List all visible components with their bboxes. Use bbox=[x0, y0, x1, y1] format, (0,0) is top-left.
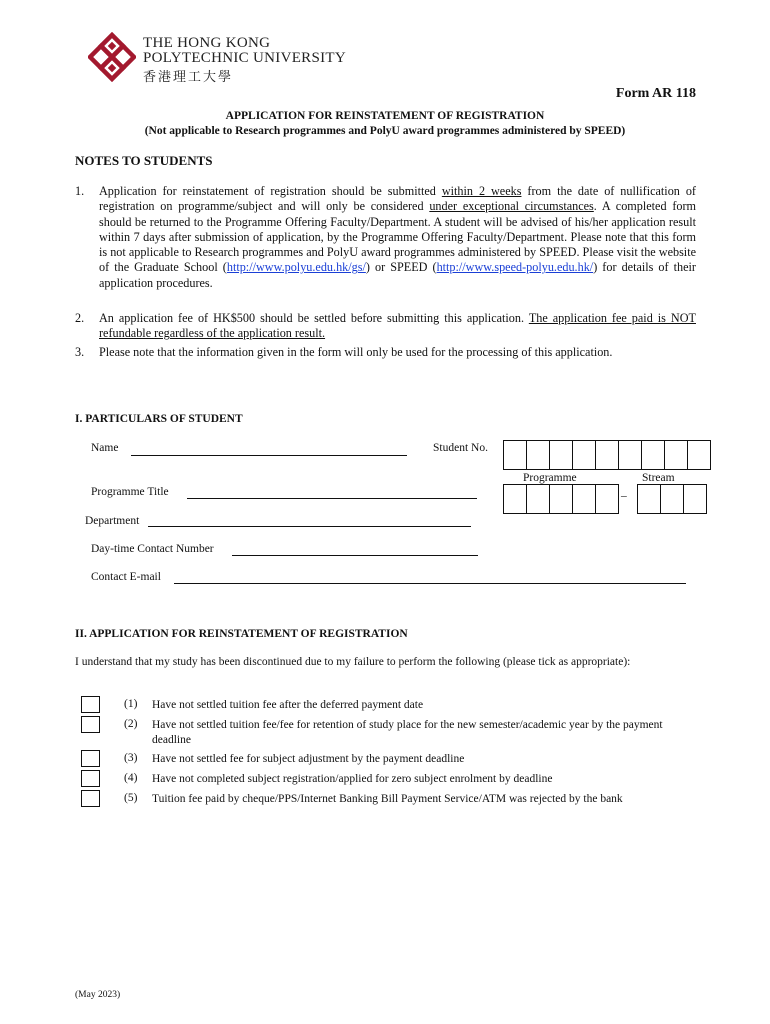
polyu-logo bbox=[88, 32, 136, 82]
programme-stream-dash: – bbox=[621, 490, 627, 502]
university-name-line2: POLYTECHNIC UNIVERSITY bbox=[143, 50, 347, 66]
option-3-checkbox[interactable] bbox=[81, 750, 100, 767]
speed-link[interactable]: http://www.speed-polyu.edu.hk/ bbox=[436, 260, 594, 275]
notes-heading: NOTES TO STUDENTS bbox=[75, 153, 213, 168]
programme-code-label: Programme bbox=[523, 472, 577, 484]
section-1-heading: I. PARTICULARS OF STUDENT bbox=[75, 413, 243, 425]
note-3: 3. Please note that the information given in the form will only be used for the processing of this application. bbox=[75, 345, 613, 359]
graduate-school-link[interactable]: http://www.polyu.edu.hk/gs/ bbox=[226, 260, 366, 275]
option-1-number: (1) bbox=[124, 698, 138, 710]
note-1: 1. Application for reinstatement of registration should be submitted within 2 weeks from the date of nullification of registration on programme/subject and will only be considered under exceptional circumstances. A completed form should be returned to the Programme Offering Faculty/Department. A student will be advised of his/her application result within 7 days after submission of application, by the Programme Offering Faculty/Department. Please note that this form is not applicable to Research programmes and PolyU award programmes administered by SPEED. Please visit the website of the Graduate School (http://www.polyu.edu.hk/gs/) or SPEED (http://www.speed-polyu.edu.hk/) for details of their application procedures. bbox=[75, 184, 697, 290]
student-no-label: Student No. bbox=[433, 442, 488, 454]
programme-title-label: Programme Title bbox=[91, 486, 169, 498]
department-label: Department bbox=[85, 515, 140, 527]
form-number: Form AR 118 bbox=[615, 86, 696, 101]
note-3-number: 3. bbox=[75, 345, 85, 359]
stream-label: Stream bbox=[642, 472, 675, 484]
option-3-text: Have not settled fee for subject adjustment by the payment deadline bbox=[152, 753, 465, 765]
stream-boxes[interactable] bbox=[637, 484, 707, 514]
programme-title-field[interactable] bbox=[187, 498, 477, 499]
option-5-text: Tuition fee paid by cheque/PPS/Internet Banking Bill Payment Service/ATM was rejected by the bank bbox=[152, 793, 623, 805]
daytime-contact-label: Day-time Contact Number bbox=[91, 543, 214, 555]
department-field[interactable] bbox=[148, 526, 471, 527]
contact-email-label: Contact E-mail bbox=[91, 571, 161, 583]
programme-code-boxes[interactable] bbox=[503, 484, 619, 514]
daytime-contact-field[interactable] bbox=[232, 555, 478, 556]
form-title: APPLICATION FOR REINSTATEMENT OF REGISTRATION bbox=[225, 110, 545, 122]
option-1-checkbox[interactable] bbox=[81, 696, 100, 713]
footer-date: (May 2023) bbox=[75, 990, 121, 1000]
note-2-number: 2. bbox=[75, 311, 85, 325]
option-5-checkbox[interactable] bbox=[81, 790, 100, 807]
option-4-number: (4) bbox=[124, 772, 138, 784]
option-4-text: Have not completed subject registration/applied for zero subject enrolment by deadline bbox=[152, 773, 553, 785]
university-name-line1: THE HONG KONG bbox=[143, 35, 271, 51]
student-no-boxes[interactable] bbox=[503, 440, 711, 470]
option-2-text: Have not settled tuition fee/fee for retention of study place for the new semester/academic year by the payment deadline bbox=[152, 719, 663, 746]
form-subtitle: (Not applicable to Research programmes and PolyU award programmes administered by SPEED) bbox=[144, 125, 626, 137]
option-2-checkbox[interactable] bbox=[81, 716, 100, 733]
note-2: 2. An application fee of HK$500 should be settled before submitting this application. The application fee paid is NOT refundable regardless of the application result. bbox=[75, 311, 696, 341]
section-2-intro: I understand that my study has been discontinued due to my failure to perform the following (please tick as appropriate): bbox=[75, 656, 631, 668]
section-2-heading: II. APPLICATION FOR REINSTATEMENT OF REGISTRATION bbox=[75, 628, 408, 640]
option-5-number: (5) bbox=[124, 792, 138, 804]
university-name-chinese: 香港理工大學 bbox=[143, 69, 234, 84]
note-1-number: 1. bbox=[75, 184, 85, 198]
option-1-text: Have not settled tuition fee after the deferred payment date bbox=[152, 699, 424, 711]
option-2-number: (2) bbox=[124, 718, 138, 730]
option-3-number: (3) bbox=[124, 752, 138, 764]
option-4-checkbox[interactable] bbox=[81, 770, 100, 787]
name-field[interactable] bbox=[131, 455, 407, 456]
contact-email-field[interactable] bbox=[174, 583, 686, 584]
name-label: Name bbox=[91, 442, 119, 454]
